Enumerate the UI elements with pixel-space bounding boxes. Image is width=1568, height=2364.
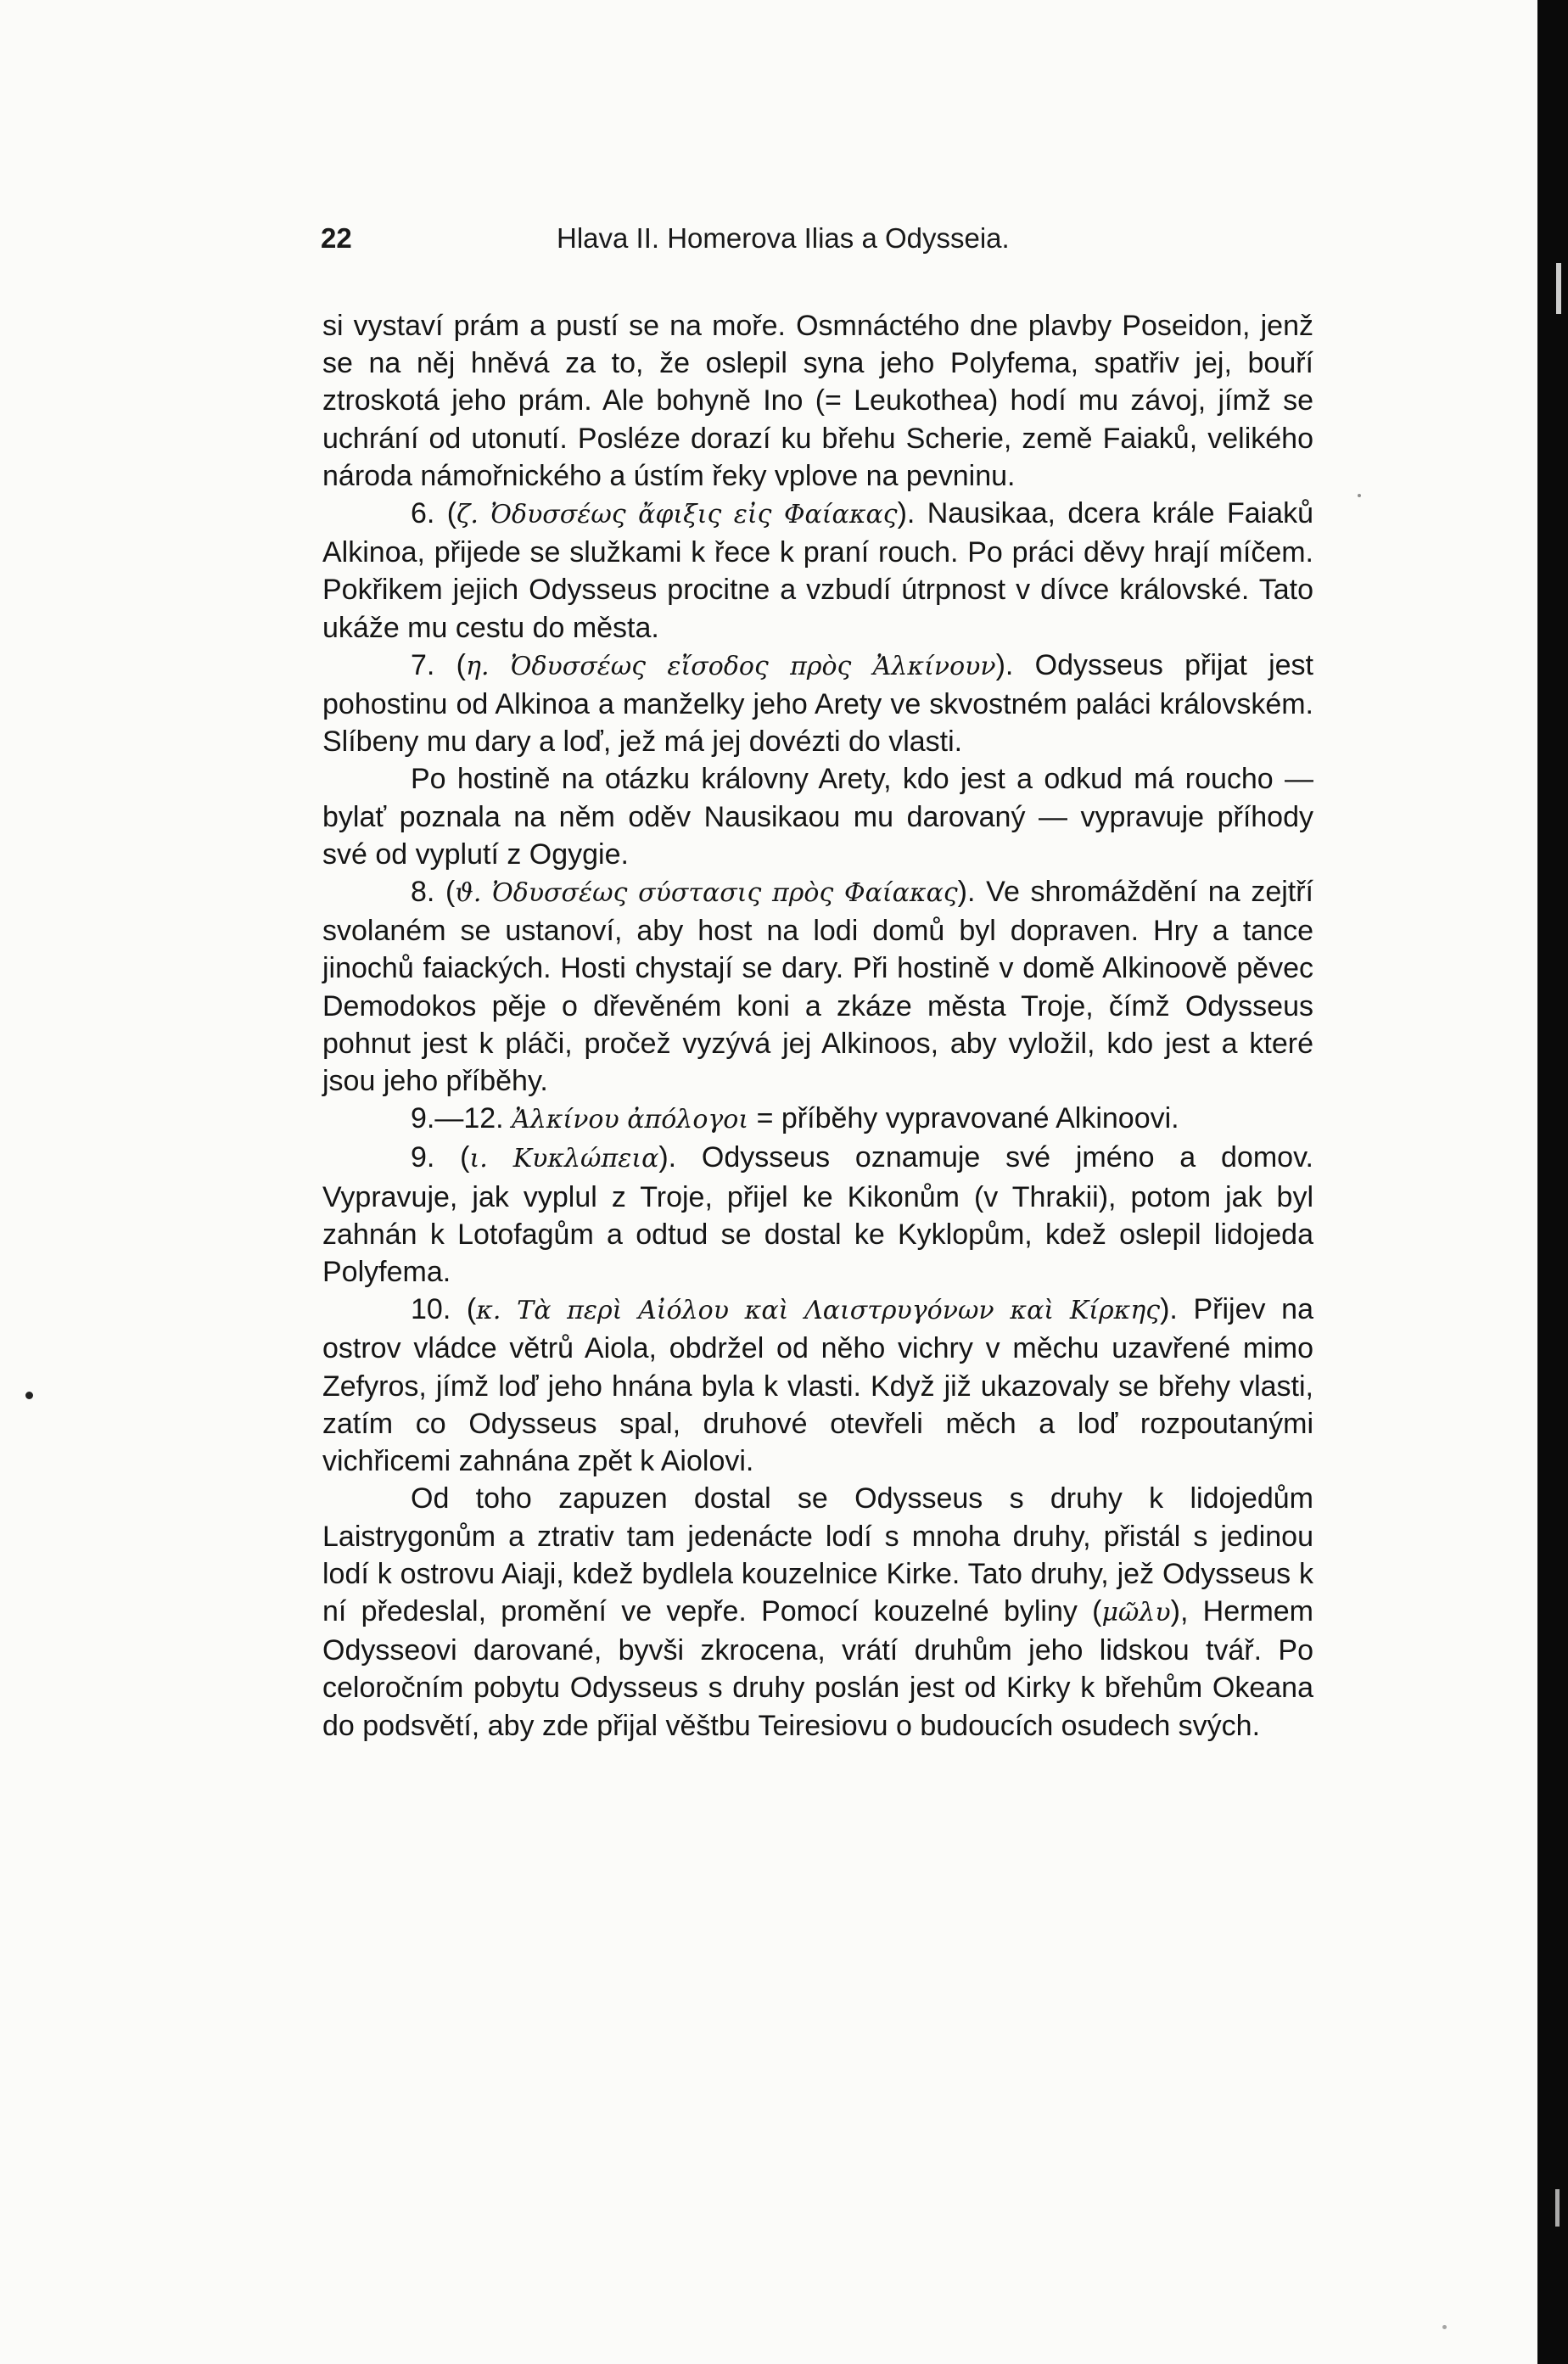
- paragraph-p5: [322, 873, 1313, 1100]
- text-run: 9. (: [411, 1141, 470, 1174]
- text-run: ), Hermem Odysseovi darované, byvši zkrocena, vrátí druhům jeho lidskou tvář. Po celoročním pobytu Odysseus s druhy poslán jest od Kirky k břehům Okeana do podsvětí, aby zde přijal věštbu Teiresiovu o budoucích osudech svých.: [322, 1594, 1314, 1742]
- text-run: ). Nausikaa, dcera krále Faiaků Alkinoa, přijede se služkami k řece k praní rouch. Po práci děvy hrají míčem. Pokřikem jejich Odysseus procitne a vzbudí útrpnost v dívce královské. Tato ukáže mu cestu do města.: [322, 497, 1314, 644]
- text-run: 10. (: [411, 1293, 477, 1326]
- scan-edge: [1537, 0, 1568, 2364]
- text-run: si vystaví prám a pustí se na moře. Osmnáctého dne plavby Poseidon, jenž se na něj hněvá za to, že oslepil syna jeho Polyfema, spatřiv jej, bouří ztroskotá jeho prám. Ale bohyně Ino (= Leukothea) hodí mu závoj, jímž se uchrání od utonutí. Posléze dorazí ku břehu Scherie, země Faiaků, velikého národa námořnického a ústím řeky vplove na pevninu.: [322, 310, 1313, 492]
- ink-speck: [1442, 2325, 1447, 2329]
- text-run: ). Odysseus oznamuje své jméno a domov. Vypravuje, jak vyplul z Troje, přijel ke Kikonům (v Thrakii), potom jak byl zahnán k Lotofagům a odtud se dostal ke Kyklopům, kdež oslepil lidojeda Polyfema.: [322, 1141, 1313, 1289]
- paragraph-p6: [322, 1100, 1313, 1139]
- paragraph-p2: [322, 495, 1313, 647]
- text-run: Po hostině na otázku královny Arety, kdo jest a odkud má roucho — bylať poznala na něm oděv Nausikaou mu darovaný — vypravuje příhody své od vyplutí z Ogygie.: [322, 763, 1313, 871]
- scan-edge-mark: [1555, 2189, 1560, 2227]
- text-run: ). Ve shromáždění na zejtří svolaném se ustanoví, aby host na lodi domů byl dopraven. Hry a tance jinochů faiackých. Hosti chystají se dary. Při hostině v domě Alkinoově pěvec Demodokos pěje o dřevěném koni a zkáze města Troje, čímž Odysseus pohnut jest k pláči, pročež vyzývá jej Alkinoos, aby vyložil, kdo jest a které jsou jeho příběhy.: [322, 876, 1313, 1098]
- greek-title: ϑ. Ὀδυσσέως σύστασις πρὸς Φαίακας: [455, 878, 958, 909]
- text-run: ). Přijev na ostrov vládce větrů Aiola, obdržel od něho vichry v měchu uzavřené mimo Zefyros, jímž loď jeho hnána byla k vlasti. Když již ukazovaly se břehy vlasti, zatím co Odysseus spal, druhové otevřeli měch a loď rozpoutanými vichřicemi zahnána zpět k Aiolovi.: [322, 1293, 1313, 1478]
- greek-title: ζ. Ὀδυσσέως ἄφιξις εἰς Φαίακας: [456, 500, 898, 530]
- greek-title: ι. Κυκλώπεια: [469, 1144, 659, 1174]
- ink-speck: [25, 1392, 33, 1399]
- greek-title: Ἀλκίνου ἀπόλογοι: [512, 1105, 749, 1135]
- paragraph-p9: [322, 1480, 1313, 1744]
- greek-title: κ. Τὰ περὶ Αἰόλου καὶ Λαιστρυγόνων καὶ Κίρκης: [476, 1296, 1161, 1326]
- ink-speck: [1358, 494, 1361, 497]
- running-head: [321, 222, 1313, 265]
- text-run: Od toho zapuzen dostal se Odysseus s druhy k lidojedům Laistrygonům a ztrativ tam jedenácte lodí s mnoha druhy, přistál s jedinou lodí k ostrovu Aiaji, kdež bydlela kouzelnice Kirke. Tato druhy, jež Odysseus k ní předeslal, promění ve vepře. Pomocí kouzelné byliny (: [322, 1482, 1313, 1627]
- text-run: ). Odysseus přijat jest pohostinu od Alkinoa a manželky jeho Arety ve skvostném paláci královském. Slíbeny mu dary a loď, jež má jej dovézti do vlasti.: [322, 648, 1313, 759]
- paragraph-p3: [322, 647, 1313, 761]
- greek-title: η. Ὀδυσσέως εἴσοδος πρὸς Ἀλκίνουν: [465, 651, 996, 681]
- text-run: = příběhy vypravované Alkinoovi.: [748, 1102, 1179, 1135]
- paragraph-p7: [322, 1139, 1313, 1291]
- paragraph-p8: [322, 1291, 1313, 1480]
- chapter-title: Hlava II. Homerova Ilias a Odysseia.: [557, 222, 1010, 254]
- text-run: 6. (: [411, 497, 457, 530]
- scan-edge-mark: [1556, 263, 1561, 314]
- paragraph-p4: [322, 760, 1313, 873]
- text-run: 9.—12.: [411, 1102, 512, 1135]
- body-text: [322, 307, 1313, 1745]
- greek-title: μῶλυ: [1101, 1597, 1171, 1627]
- paragraph-p1: [322, 307, 1313, 495]
- text-run: 8. (: [411, 876, 456, 909]
- text-run: 7. (: [411, 648, 466, 681]
- page-number: 22: [321, 222, 352, 254]
